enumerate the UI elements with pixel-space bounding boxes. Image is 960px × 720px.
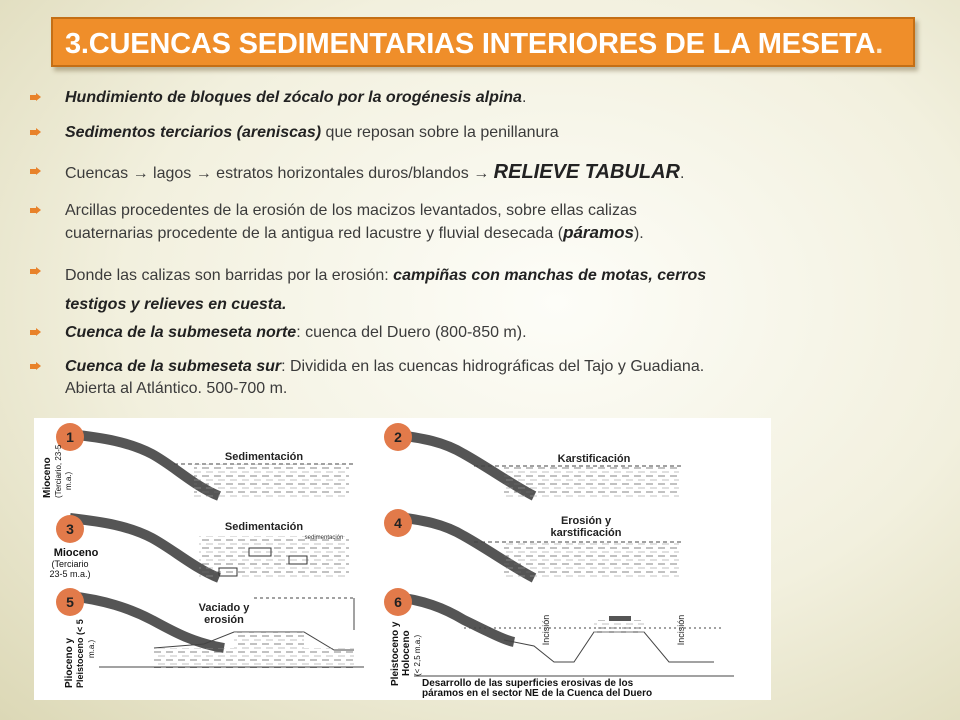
svg-text:(Terciario, 23-5: (Terciario, 23-5: [54, 444, 63, 498]
geology-diagram: [34, 418, 771, 700]
svg-text:Karstificación: Karstificación: [557, 453, 631, 465]
arrow-bullet-icon: [30, 362, 41, 371]
svg-text:3: 3: [66, 521, 74, 537]
svg-text:Pleistoceno (< 5: Pleistoceno (< 5: [75, 619, 85, 688]
svg-text:1: 1: [66, 429, 74, 445]
svg-text:(Terciario: (Terciario: [51, 559, 89, 569]
svg-text:karstificación: karstificación: [550, 527, 622, 539]
title-bar: [51, 17, 915, 67]
arrow-bullet-icon: [30, 93, 41, 102]
slide-title: 3.CUENCAS SEDIMENTARIAS INTERIORES DE LA MESETA.: [65, 28, 884, 60]
svg-text:Desarrollo de las superficies: Desarrollo de las superficies erosivas de los: [422, 678, 634, 689]
svg-text:m.a.): m.a.): [87, 639, 96, 658]
svg-text:6: 6: [394, 594, 402, 610]
arrow-icon: →: [132, 165, 149, 182]
svg-text:Mioceno: Mioceno: [42, 457, 53, 498]
panel-3: [49, 515, 349, 579]
arrow-bullet-icon: [30, 328, 41, 337]
svg-text:23-5 m.a.): 23-5 m.a.): [49, 569, 91, 579]
svg-text:erosión: erosión: [204, 614, 244, 626]
arrow-icon: →: [195, 165, 212, 182]
svg-text:Mioceno: Mioceno: [53, 547, 99, 559]
svg-text:4: 4: [394, 515, 402, 531]
svg-text:páramos en el sector NE de la: páramos en el sector NE de la Cuenca del Duero: [422, 688, 653, 699]
svg-text:Sedimentación: Sedimentación: [224, 451, 304, 463]
arrow-icon: →: [473, 165, 490, 182]
panel-4: [384, 509, 684, 578]
svg-text:Pleistoceno y: Pleistoceno y: [390, 621, 401, 686]
svg-text:m.a.): m.a.): [64, 471, 73, 490]
panel-6: [384, 588, 734, 699]
svg-text:5: 5: [66, 594, 74, 610]
svg-text:Incisión: Incisión: [676, 614, 686, 646]
svg-text:(< 2,5 m.a.): (< 2,5 m.a.): [413, 634, 422, 676]
arrow-bullet-icon: [30, 206, 41, 215]
svg-text:2: 2: [394, 429, 402, 445]
svg-text:Plioceno y: Plioceno y: [64, 637, 75, 688]
svg-text:Vaciado y: Vaciado y: [198, 602, 250, 614]
svg-text:Sedimentación: Sedimentación: [224, 521, 304, 533]
arrow-bullet-icon: [30, 267, 41, 276]
arrow-bullet-icon: [30, 167, 41, 176]
arrow-bullet-icon: [30, 128, 41, 137]
panel-2: [384, 423, 684, 498]
panel-1: [42, 423, 359, 508]
svg-text:sedimentación: sedimentación: [304, 535, 344, 541]
svg-text:Erosión y: Erosión y: [560, 515, 612, 527]
svg-text:Holoceno: Holoceno: [401, 630, 412, 676]
panel-5: [56, 588, 364, 688]
svg-text:Incisión: Incisión: [541, 614, 551, 646]
